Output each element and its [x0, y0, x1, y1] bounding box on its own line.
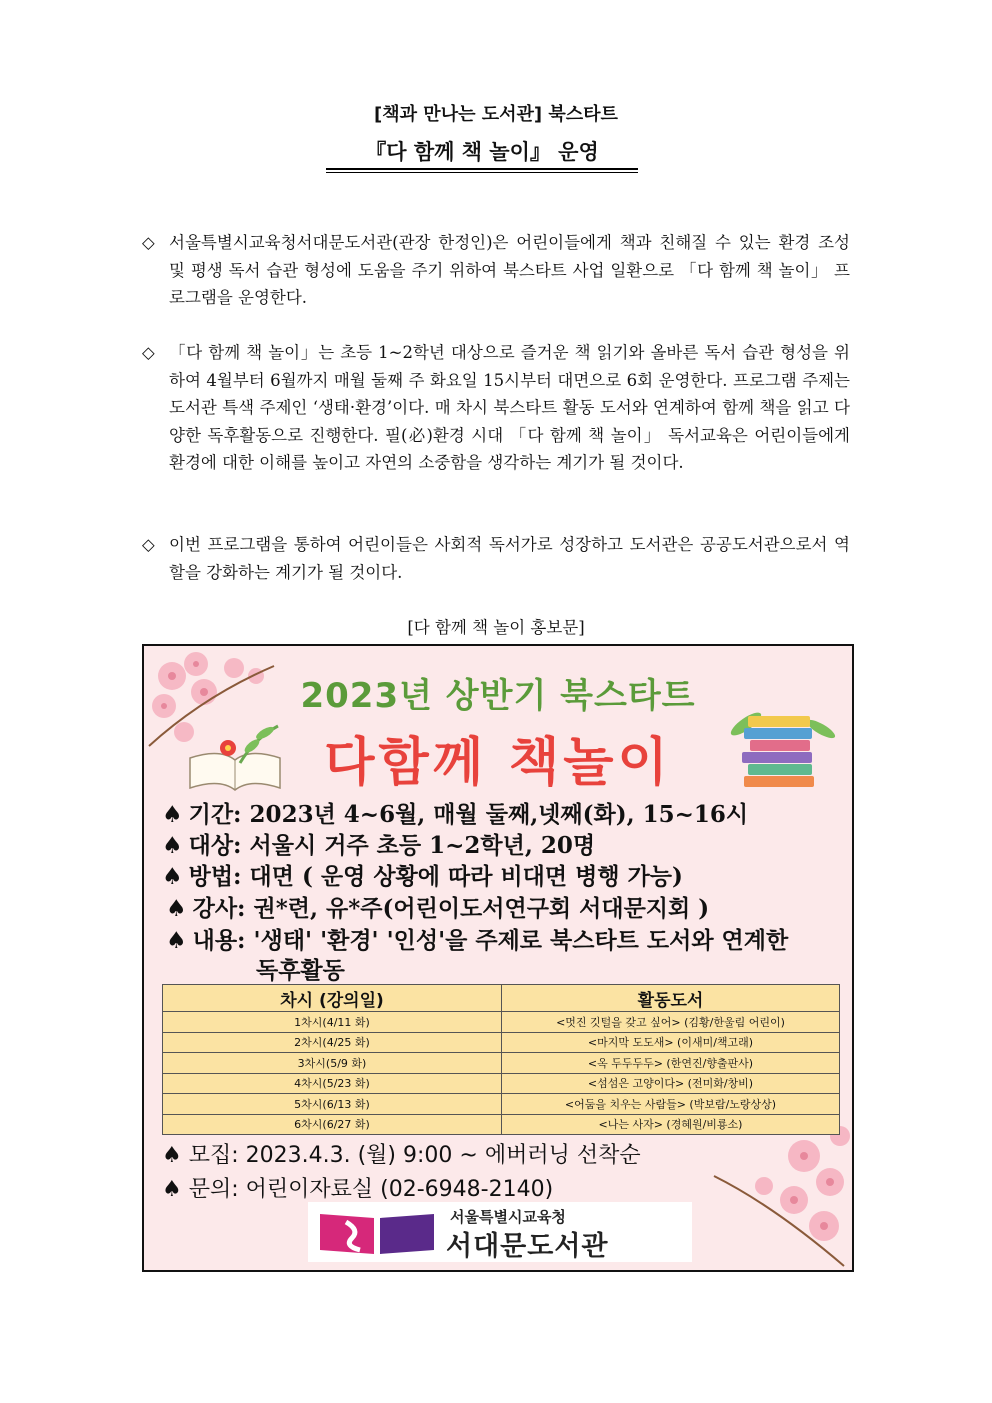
book-cell: <어둠을 치우는 사람들> (박보람/노랑상상): [502, 1094, 840, 1115]
poster-caption: [다 함께 책 놀이 홍보문]: [407, 618, 585, 637]
session-cell: 6차시(6/27 화): [163, 1114, 502, 1135]
footer-inquiry: ♠ 문의: 어린이자료실 (02-6948-2140): [162, 1177, 554, 1202]
spade-icon: ♠: [162, 1177, 182, 1202]
library-logo: [308, 1202, 692, 1262]
spade-icon: ♠: [162, 1143, 182, 1168]
title-rule-top: [326, 168, 638, 170]
spade-icon: ♠: [162, 863, 183, 890]
schedule-table: [162, 984, 840, 1135]
table-row: [163, 1053, 840, 1074]
info-instructor: ♠ 강사: 권*련, 유*주(어린이도서연구회 서대문지회 ): [166, 895, 710, 922]
col-header-book: 활동도서: [502, 985, 840, 1012]
diamond-bullet-icon: ◇: [142, 233, 155, 252]
paragraph-1: [142, 229, 850, 312]
paragraph-2-text: 「다 함께 책 놀이」는 초등 1~2학년 대상으로 즐거운 책 읽기와 올바른 독서 습관 형성을 위하여 4월부터 6월까지 매월 둘째 주 화요일 15시부터 대면으로 6회 운영한다. 프로그램 주제는 도서관 특색 주제인 ‘생태·환경’이다. 매 차시 북스타트 활동 도서와 연계하여 함께 책을 읽고 다양한 독후활동으로 진행한다. 필(必)환경 시대 「다 함께 책 놀이」 독서교육은 어린이들에게 환경에 대한 이해를 높이고 자연의 소중함을 생각하는 계기가 될 것이다.: [169, 343, 850, 472]
spade-icon: ♠: [162, 801, 183, 828]
session-cell: 1차시(4/11 화): [163, 1012, 502, 1033]
poster-heading-top: 2023년 상반기 북스타트: [300, 676, 696, 716]
doc-title: 『다 함께 책 놀이』 운영: [365, 140, 599, 164]
session-cell: 4차시(5/23 화): [163, 1073, 502, 1094]
book-cell: <옥 두두두두> (한연진/향출판사): [502, 1053, 840, 1074]
session-cell: 3차시(5/9 화): [163, 1053, 502, 1074]
spade-icon: ♠: [166, 927, 187, 954]
paragraph-3: [142, 531, 850, 586]
spade-icon: ♠: [162, 832, 183, 859]
book-cell: <마지막 도도새> (이새미/책고래): [502, 1032, 840, 1053]
info-method: ♠ 방법: 대면 ( 운영 상황에 따라 비대면 병행 가능): [162, 863, 683, 890]
book-cell: <멋진 깃털을 갖고 싶어> (김황/한울림 어린이): [502, 1012, 840, 1033]
info-target: ♠ 대상: 서울시 거주 초등 1~2학년, 20명: [162, 832, 596, 859]
paragraph-3-text: 이번 프로그램을 통하여 어린이들은 사회적 독서가로 성장하고 도서관은 공공도서관으로서 역할을 강화하는 계기가 될 것이다.: [169, 535, 850, 582]
diamond-bullet-icon: ◇: [142, 535, 155, 554]
session-cell: 5차시(6/13 화): [163, 1094, 502, 1115]
info-content: ♠ 내용: '생태' '환경' '인성'을 주제로 북스타트 도서와 연계한: [166, 927, 789, 954]
col-header-session: 차시 (강의일): [163, 985, 502, 1012]
footer-recruit: ♠ 모집: 2023.4.3. (월) 9:00 ~ 에버러닝 선착순: [162, 1143, 641, 1168]
promo-poster: [142, 644, 854, 1272]
table-row: [163, 1012, 840, 1033]
doc-kicker: [책과 만나는 도서관] 북스타트: [374, 104, 618, 125]
table-row: [163, 1094, 840, 1115]
book-cell: <나는 사자> (경혜원/비룡소): [502, 1114, 840, 1135]
library-book-logo-icon: [316, 1208, 440, 1258]
spade-icon: ♠: [166, 895, 187, 922]
paragraph-2: [142, 339, 850, 477]
info-content-cont: 독후활동: [256, 957, 345, 984]
session-cell: 2차시(4/25 화): [163, 1032, 502, 1053]
table-row: [163, 1073, 840, 1094]
paragraph-1-text: 서울특별시교육청서대문도서관(관장 한정인)은 어린이들에게 책과 친해질 수 있는 환경 조성 및 평생 독서 습관 형성에 도움을 주기 위하여 북스타트 사업 일환으로 「다 함께 책 놀이」 프로그램을 운영한다.: [169, 233, 850, 307]
poster-heading-main: 다함께 책놀이: [324, 733, 672, 793]
info-period: ♠ 기간: 2023년 4~6월, 매월 둘째,넷째(화), 15~16시: [162, 801, 749, 828]
logo-line2: 서대문도서관: [446, 1231, 609, 1262]
table-header-row: [163, 985, 840, 1012]
table-row: [163, 1032, 840, 1053]
book-cell: <섬섬은 고양이다> (전미화/창비): [502, 1073, 840, 1094]
title-rule-bottom: [326, 172, 638, 173]
table-row: [163, 1114, 840, 1135]
diamond-bullet-icon: ◇: [142, 343, 155, 362]
cherry-blossom-icon: [704, 1116, 852, 1270]
logo-line1: 서울특별시교육청: [450, 1208, 566, 1226]
